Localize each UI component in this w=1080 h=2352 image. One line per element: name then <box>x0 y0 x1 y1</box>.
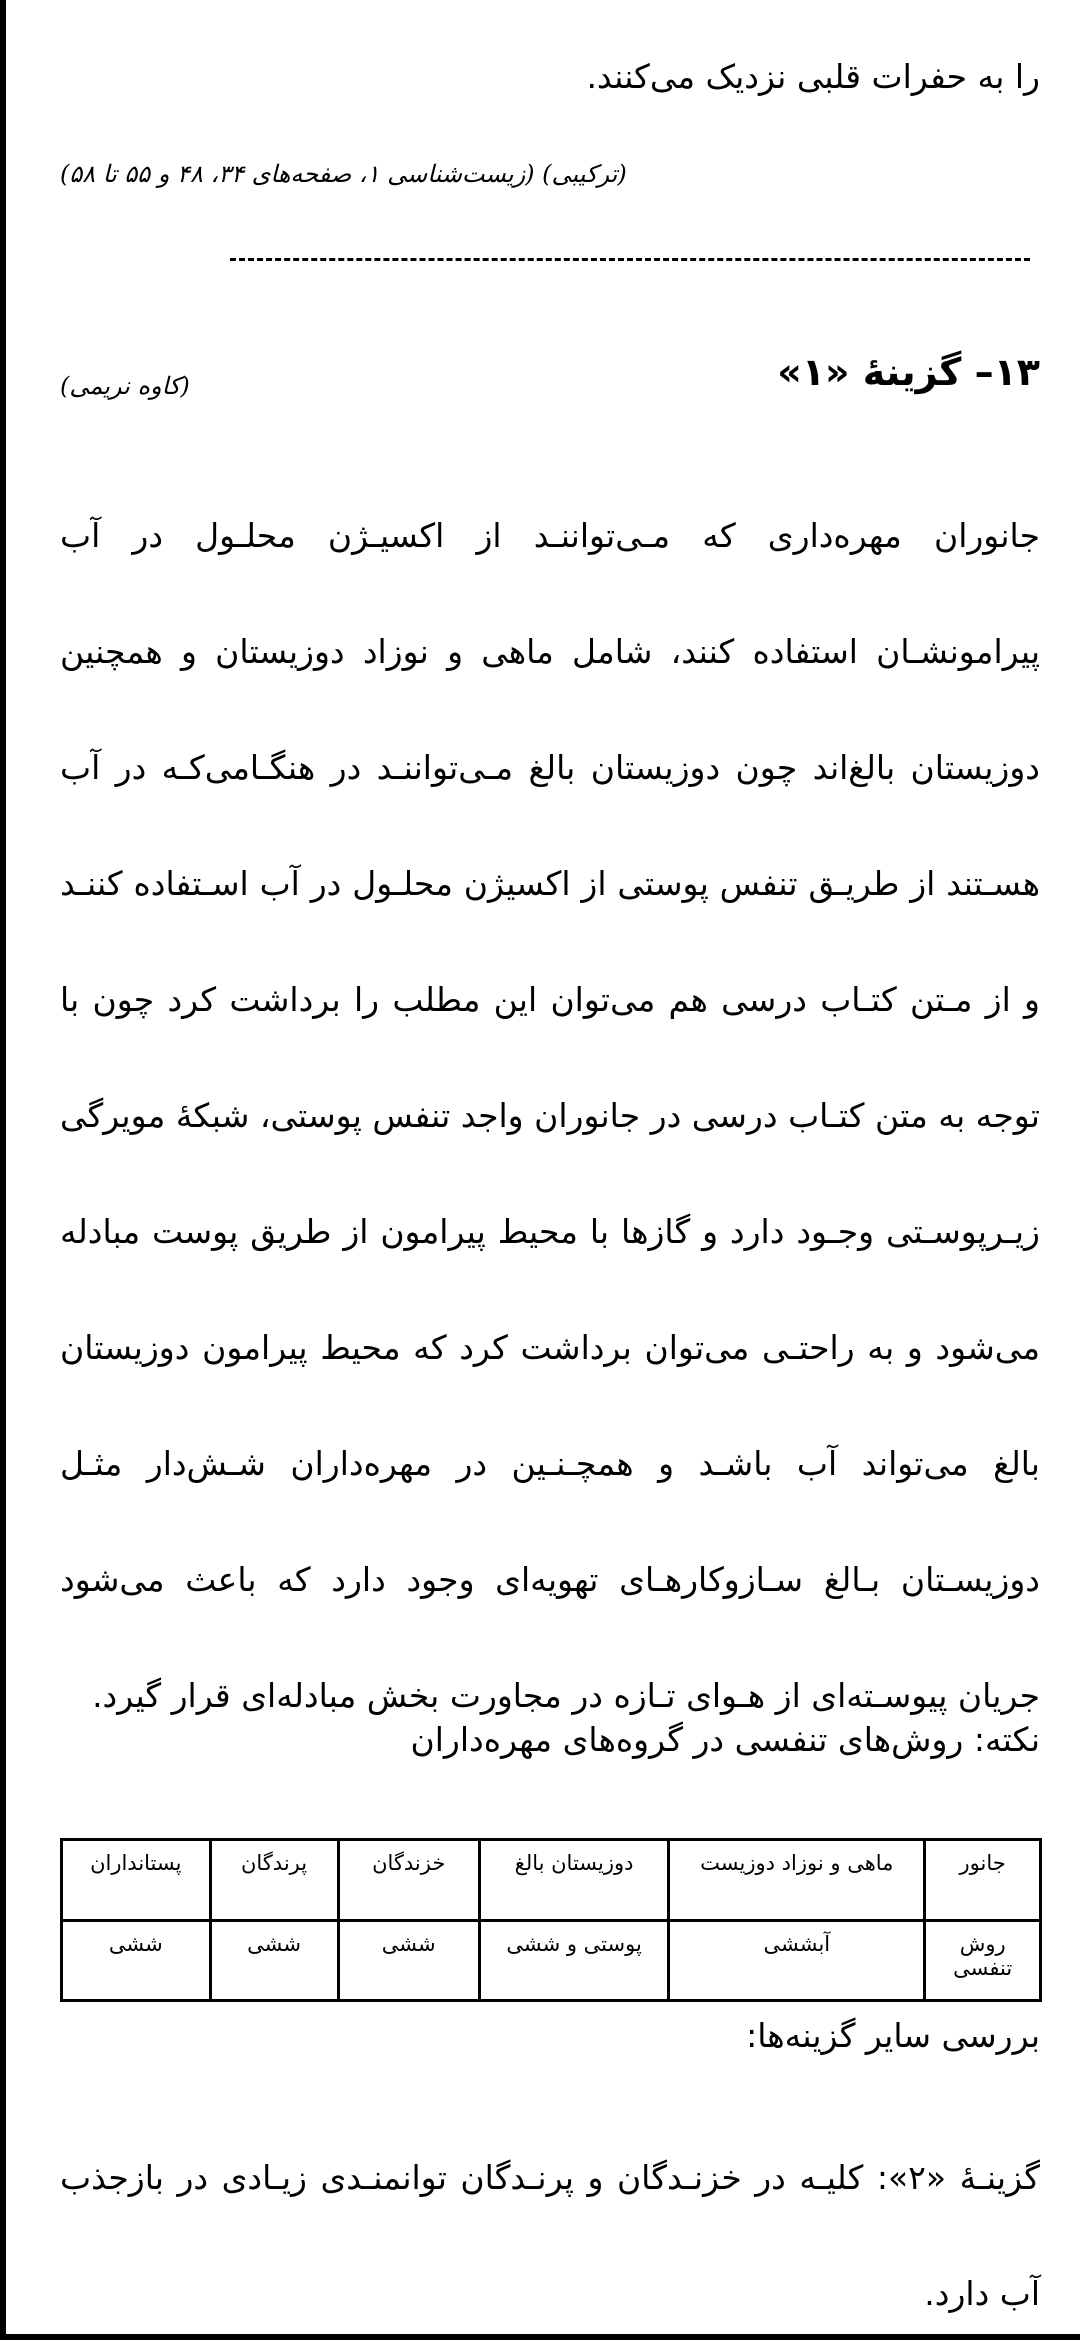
table-cell: ششی <box>210 1920 338 2001</box>
question-heading: ۱۳– گزینۀ «۱» <box>777 350 1040 394</box>
question-heading-row <box>60 350 1040 420</box>
table-cell: ششی <box>62 1920 211 2001</box>
table-row <box>62 1920 1041 2001</box>
table-cell: آبششی <box>669 1920 925 2001</box>
explanation-paragraph: جانوران مهره‌داری که مـی‌تواننـد از اکسیـژن محلـول در آب پیرامونشـان استفاده کنند، شامل ماهی و نوزاد دوزیستان و همچنین دوزیستان بالغ‌اند چون دوزیستان بالغ مـی‌تواننـد در هنگـامی‌کـه در آب هسـتند از طریـق تنفس پوستی از اکسیژن محلـول در آب اسـتفاده کننـد و از مـتن کتـاب درسی هم می‌توان این مطلب را برداشت کرد چون با توجه به متن کتـاب درسی در جانوران واجد تنفس پوستی، شبکۀ مویرگی زیـرپوسـتی وجـود دارد و گازها با محیط پیرامون از طریق پوست مبادله می‌شود و به راحتـی می‌توان برداشت کرد که محیط پیرامون دوزیستان بالغ می‌تواند آب باشـد و همچـنـین در مهره‌داران شـش‌دار مثـل دوزیسـتان بـالغ سـازوکارهـای تهویه‌ای وجود دارد که باعث می‌شود جریان پیوسـته‌ای از هـوای تـازه در مجاورت بخش مبادله‌ای قرار گیرد. <box>60 516 1040 1715</box>
table-cell: روش تنفسی <box>925 1920 1041 2001</box>
question-author: (کاوه نریمی) <box>60 372 190 400</box>
review-title: بررسی سایر گزینه‌ها: <box>746 2016 1040 2055</box>
table-cell: ششی <box>338 1920 479 2001</box>
respiration-table <box>60 1838 1042 2002</box>
table-cell: جانور <box>925 1840 1041 1921</box>
page-left-border <box>0 0 6 2340</box>
continued-text-line: را به حفرات قلبی نزدیک می‌کنند. <box>586 57 1040 96</box>
table-row <box>62 1840 1041 1921</box>
table-cell: خزندگان <box>338 1840 479 1921</box>
dashed-separator <box>230 258 1030 264</box>
table-cell: ماهی و نوزاد دوزیست <box>669 1840 925 1921</box>
source-reference: (ترکیبی) (زیست‌شناسی ۱، صفحه‌های ۳۴، ۴۸ و ۵۵ تا ۵۸) <box>60 160 627 188</box>
table-cell: پستانداران <box>62 1840 211 1921</box>
option-2-paragraph: گزینـۀ «۲»: کلیـه در خزنـدگان و پرنـدگان توانمنـدی زیـادی در بازجذب آب دارد. <box>60 2158 1040 2313</box>
table-cell: پرندگان <box>210 1840 338 1921</box>
table-cell: پوستی و ششی <box>479 1920 668 2001</box>
note-title: نکته: روش‌های تنفسی در گروه‌های مهره‌داران <box>410 1720 1040 1759</box>
table-cell: دوزیستان بالغ <box>479 1840 668 1921</box>
